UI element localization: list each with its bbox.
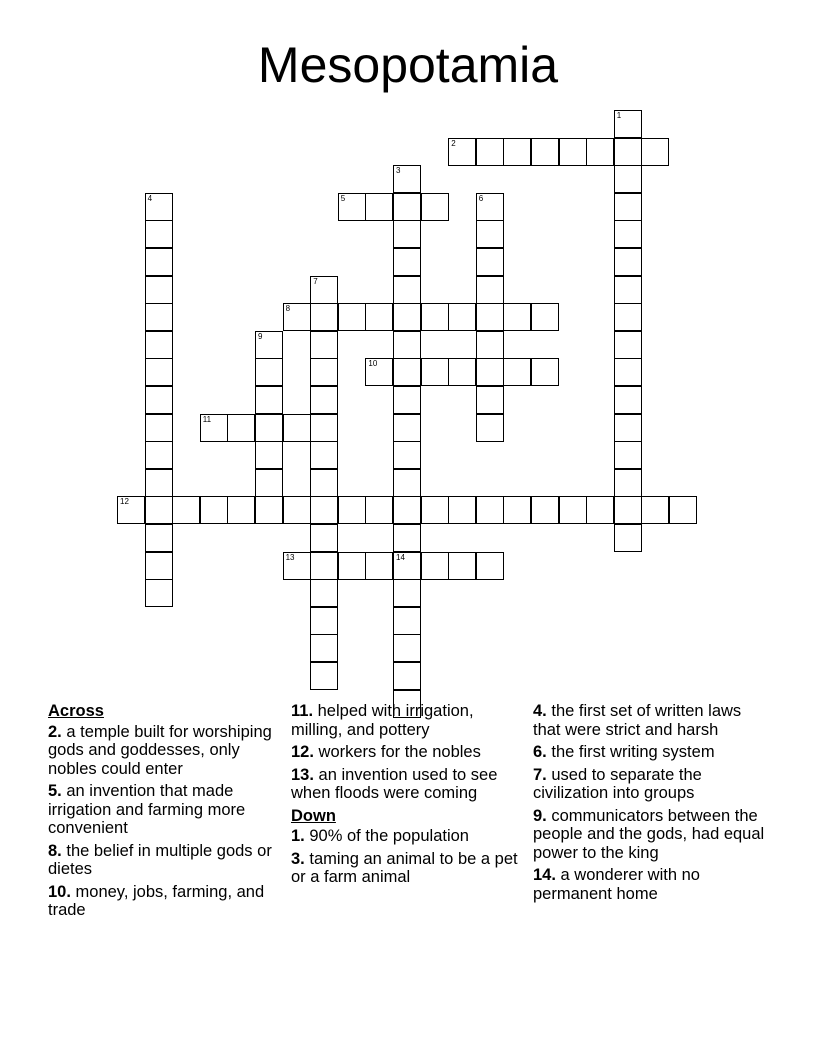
clue-text: helped with irrigation, milling, and pottery	[291, 702, 474, 739]
crossword-cell[interactable]	[531, 138, 559, 166]
crossword-cell[interactable]	[393, 469, 421, 497]
crossword-cell[interactable]	[283, 496, 311, 524]
crossword-cell[interactable]	[614, 469, 642, 497]
crossword-cell[interactable]	[255, 386, 283, 414]
crossword-cell[interactable]	[145, 579, 173, 607]
cell-number: 8	[285, 304, 291, 314]
clue-text: a wonderer with no permanent home	[533, 866, 700, 903]
clue-number: 1.	[291, 827, 305, 845]
clue-number: 2.	[48, 722, 62, 741]
clue-text: the belief in multiple gods or dietes	[48, 841, 272, 878]
cell-number: 12	[120, 497, 129, 507]
crossword-cell[interactable]	[476, 303, 504, 331]
clue-text: communicators between the people and the gods, had equal power to the king	[533, 806, 765, 862]
crossword-cell[interactable]	[255, 469, 283, 497]
crossword-cell[interactable]	[448, 303, 476, 331]
clue-across-11	[291, 702, 523, 739]
crossword-cell[interactable]	[614, 193, 642, 221]
crossword-cell[interactable]	[255, 331, 283, 359]
crossword-cell[interactable]	[393, 441, 421, 469]
crossword-cell[interactable]	[614, 303, 642, 331]
crossword-cell[interactable]	[476, 386, 504, 414]
crossword-cell[interactable]	[338, 496, 366, 524]
crossword-cell[interactable]	[393, 552, 421, 580]
crossword-cell[interactable]	[421, 496, 449, 524]
clue-text: taming an animal to be a pet or a farm animal	[291, 849, 518, 886]
crossword-cell[interactable]	[227, 414, 255, 442]
cell-number: 2	[451, 138, 456, 148]
crossword-cell[interactable]	[365, 358, 393, 386]
crossword-cell[interactable]	[641, 496, 669, 524]
crossword-cell[interactable]	[503, 358, 531, 386]
crossword-cell[interactable]	[614, 441, 642, 469]
crossword-cell[interactable]	[614, 248, 642, 276]
crossword-cell[interactable]	[421, 303, 449, 331]
clue-number: 7.	[533, 765, 547, 784]
crossword-cell[interactable]	[393, 248, 421, 276]
clue-number: 14.	[533, 866, 556, 884]
crossword-cell[interactable]	[310, 496, 338, 524]
crossword-cell[interactable]	[255, 358, 283, 386]
clue-number: 13.	[291, 765, 314, 784]
crossword-cell[interactable]	[365, 496, 393, 524]
crossword-cell[interactable]	[338, 193, 366, 221]
crossword-cell[interactable]	[145, 220, 173, 248]
crossword-cell[interactable]	[310, 579, 338, 607]
crossword-cell[interactable]	[310, 552, 338, 580]
crossword-cell[interactable]	[614, 331, 642, 359]
cell-number: 14	[396, 552, 405, 562]
crossword-cell[interactable]	[476, 276, 504, 304]
crossword-cell[interactable]	[531, 496, 559, 524]
crossword-cell[interactable]	[421, 193, 449, 221]
cell-number: 11	[202, 414, 212, 424]
clue-text: 90% of the population	[309, 827, 469, 845]
clue-text: the first writing system	[551, 743, 715, 761]
crossword-cell[interactable]	[310, 607, 338, 635]
crossword-cell[interactable]	[310, 303, 338, 331]
crossword-cell[interactable]	[145, 358, 173, 386]
crossword-cell[interactable]	[255, 496, 283, 524]
crossword-cell[interactable]	[559, 496, 587, 524]
crossword-cell[interactable]	[283, 552, 311, 580]
clue-number: 4.	[533, 702, 547, 720]
clue-text: the first set of written laws that were strict and harsh	[533, 702, 742, 739]
crossword-cell[interactable]	[145, 496, 173, 524]
crossword-cell[interactable]	[310, 276, 338, 304]
crossword-cell[interactable]	[338, 552, 366, 580]
cell-number: 13	[285, 552, 295, 562]
cell-number: 9	[258, 331, 263, 341]
crossword-cell[interactable]	[393, 331, 421, 359]
crossword-cell[interactable]	[393, 220, 421, 248]
crossword-cell[interactable]	[310, 524, 338, 552]
crossword-cell[interactable]	[614, 524, 642, 552]
clues-column-3	[533, 702, 765, 907]
crossword-cell[interactable]	[586, 138, 614, 166]
crossword-cell[interactable]	[393, 579, 421, 607]
clue-number: 8.	[48, 841, 62, 860]
crossword-cell[interactable]	[476, 414, 504, 442]
clue-across-10	[48, 883, 280, 920]
crossword-cell[interactable]	[476, 358, 504, 386]
crossword-cell[interactable]	[503, 496, 531, 524]
crossword-cell[interactable]	[255, 441, 283, 469]
crossword-cell[interactable]	[310, 662, 338, 690]
across-heading: Across	[48, 702, 104, 720]
crossword-cell[interactable]	[614, 358, 642, 386]
clue-number: 6.	[533, 743, 547, 761]
clue-across-13	[291, 766, 523, 803]
crossword-cell[interactable]	[310, 331, 338, 359]
clue-number: 11.	[291, 702, 314, 720]
crossword-cell[interactable]	[172, 496, 200, 524]
crossword-cell[interactable]	[669, 496, 697, 524]
crossword-cell[interactable]	[145, 303, 173, 331]
clue-across-12	[291, 743, 523, 762]
clue-across-2	[48, 723, 280, 779]
crossword-cell[interactable]	[421, 552, 449, 580]
crossword-cell[interactable]	[641, 138, 669, 166]
clue-down-9	[533, 807, 765, 863]
crossword-cell[interactable]	[145, 331, 173, 359]
page-title: Mesopotamia	[257, 37, 559, 93]
crossword-cell[interactable]	[145, 386, 173, 414]
crossword-cell[interactable]	[338, 303, 366, 331]
cell-number: 4	[147, 193, 153, 203]
crossword-cell[interactable]	[421, 358, 449, 386]
clue-down-3	[291, 850, 523, 887]
crossword-cell[interactable]	[448, 496, 476, 524]
crossword-cell[interactable]	[393, 524, 421, 552]
cell-number: 1	[616, 111, 622, 120]
crossword-cell[interactable]	[283, 303, 311, 331]
clue-number: 3.	[291, 849, 305, 868]
crossword-cell[interactable]	[476, 138, 504, 166]
clue-down-4	[533, 702, 765, 739]
crossword-cell[interactable]	[393, 414, 421, 442]
clue-text: money, jobs, farming, and trade	[48, 882, 265, 919]
crossword-cell[interactable]	[200, 414, 228, 442]
crossword-cell[interactable]	[310, 634, 338, 662]
crossword-cell[interactable]	[145, 524, 173, 552]
cell-number: 6	[478, 193, 484, 203]
crossword-cell[interactable]	[310, 358, 338, 386]
crossword-cell[interactable]	[448, 552, 476, 580]
crossword-cell[interactable]	[586, 496, 614, 524]
crossword-cell[interactable]	[448, 358, 476, 386]
clues-column-2	[291, 702, 523, 891]
clue-across-8	[48, 842, 280, 879]
crossword-cell[interactable]	[531, 358, 559, 386]
crossword-cell[interactable]	[145, 276, 173, 304]
crossword-cell[interactable]	[393, 165, 421, 193]
crossword-cell[interactable]	[310, 386, 338, 414]
crossword-cell[interactable]	[365, 303, 393, 331]
crossword-cell[interactable]	[393, 496, 421, 524]
crossword-cell[interactable]	[503, 303, 531, 331]
clue-text: workers for the nobles	[318, 743, 481, 761]
crossword-cell[interactable]	[145, 469, 173, 497]
cell-number: 5	[340, 193, 346, 203]
clue-text: an invention that made irrigation and farming more convenient	[48, 782, 246, 837]
crossword-cell[interactable]	[393, 303, 421, 331]
crossword-cell[interactable]	[117, 496, 145, 524]
clue-text: an invention used to see when floods were coming	[291, 765, 498, 802]
clue-down-6	[533, 743, 765, 762]
crossword-cell[interactable]	[365, 552, 393, 580]
clue-down-1	[291, 827, 523, 846]
cell-number: 3	[396, 166, 401, 176]
crossword-cell[interactable]	[145, 414, 173, 442]
crossword-cell[interactable]	[227, 496, 255, 524]
clue-across-5	[48, 782, 280, 838]
crossword-cell[interactable]	[476, 496, 504, 524]
crossword-cell[interactable]	[145, 552, 173, 580]
crossword-cell[interactable]	[503, 138, 531, 166]
crossword-cell[interactable]	[476, 248, 504, 276]
crossword-cell[interactable]	[614, 414, 642, 442]
crossword-cell[interactable]	[476, 552, 504, 580]
crossword-cell[interactable]	[476, 220, 504, 248]
crossword-cell[interactable]	[255, 414, 283, 442]
down-heading: Down	[291, 806, 336, 825]
crossword-cell[interactable]	[393, 634, 421, 662]
crossword-cell[interactable]	[393, 276, 421, 304]
crossword-cell[interactable]	[614, 138, 642, 166]
clues-column-1	[48, 702, 280, 924]
crossword-cell[interactable]	[283, 414, 311, 442]
crossword-cell[interactable]	[145, 248, 173, 276]
clue-number: 12.	[291, 743, 314, 761]
crossword-cell[interactable]	[200, 496, 228, 524]
clue-text: used to separate the civilization into groups	[533, 765, 702, 802]
clue-number: 5.	[48, 782, 62, 800]
clue-number: 10.	[48, 882, 71, 901]
crossword-cell[interactable]	[614, 276, 642, 304]
clue-text: a temple built for worshiping gods and goddesses, only nobles could enter	[48, 722, 272, 778]
clue-number: 9.	[533, 806, 547, 825]
crossword-cell[interactable]	[614, 496, 642, 524]
crossword-cell[interactable]	[559, 138, 587, 166]
crossword-cell[interactable]	[531, 303, 559, 331]
crossword-cell[interactable]	[310, 414, 338, 442]
crossword-cell[interactable]	[310, 441, 338, 469]
crossword-cell[interactable]	[365, 193, 393, 221]
crossword-cell[interactable]	[393, 662, 421, 690]
cell-number: 10	[368, 359, 378, 369]
cell-number: 7	[313, 276, 318, 286]
crossword-cell[interactable]	[476, 193, 504, 221]
crossword-cell[interactable]	[310, 469, 338, 497]
crossword-cell[interactable]	[145, 441, 173, 469]
crossword-cell[interactable]	[393, 193, 421, 221]
crossword-cell[interactable]	[145, 193, 173, 221]
crossword-cell[interactable]	[393, 607, 421, 635]
clue-down-14	[533, 866, 765, 903]
crossword-cell[interactable]	[393, 386, 421, 414]
crossword-cell[interactable]	[476, 331, 504, 359]
crossword-cell[interactable]	[614, 165, 642, 193]
crossword-cell[interactable]	[614, 220, 642, 248]
crossword-cell[interactable]	[614, 110, 642, 138]
clue-down-7	[533, 766, 765, 803]
crossword-cell[interactable]	[448, 138, 476, 166]
crossword-cell[interactable]	[614, 386, 642, 414]
crossword-cell[interactable]	[393, 358, 421, 386]
